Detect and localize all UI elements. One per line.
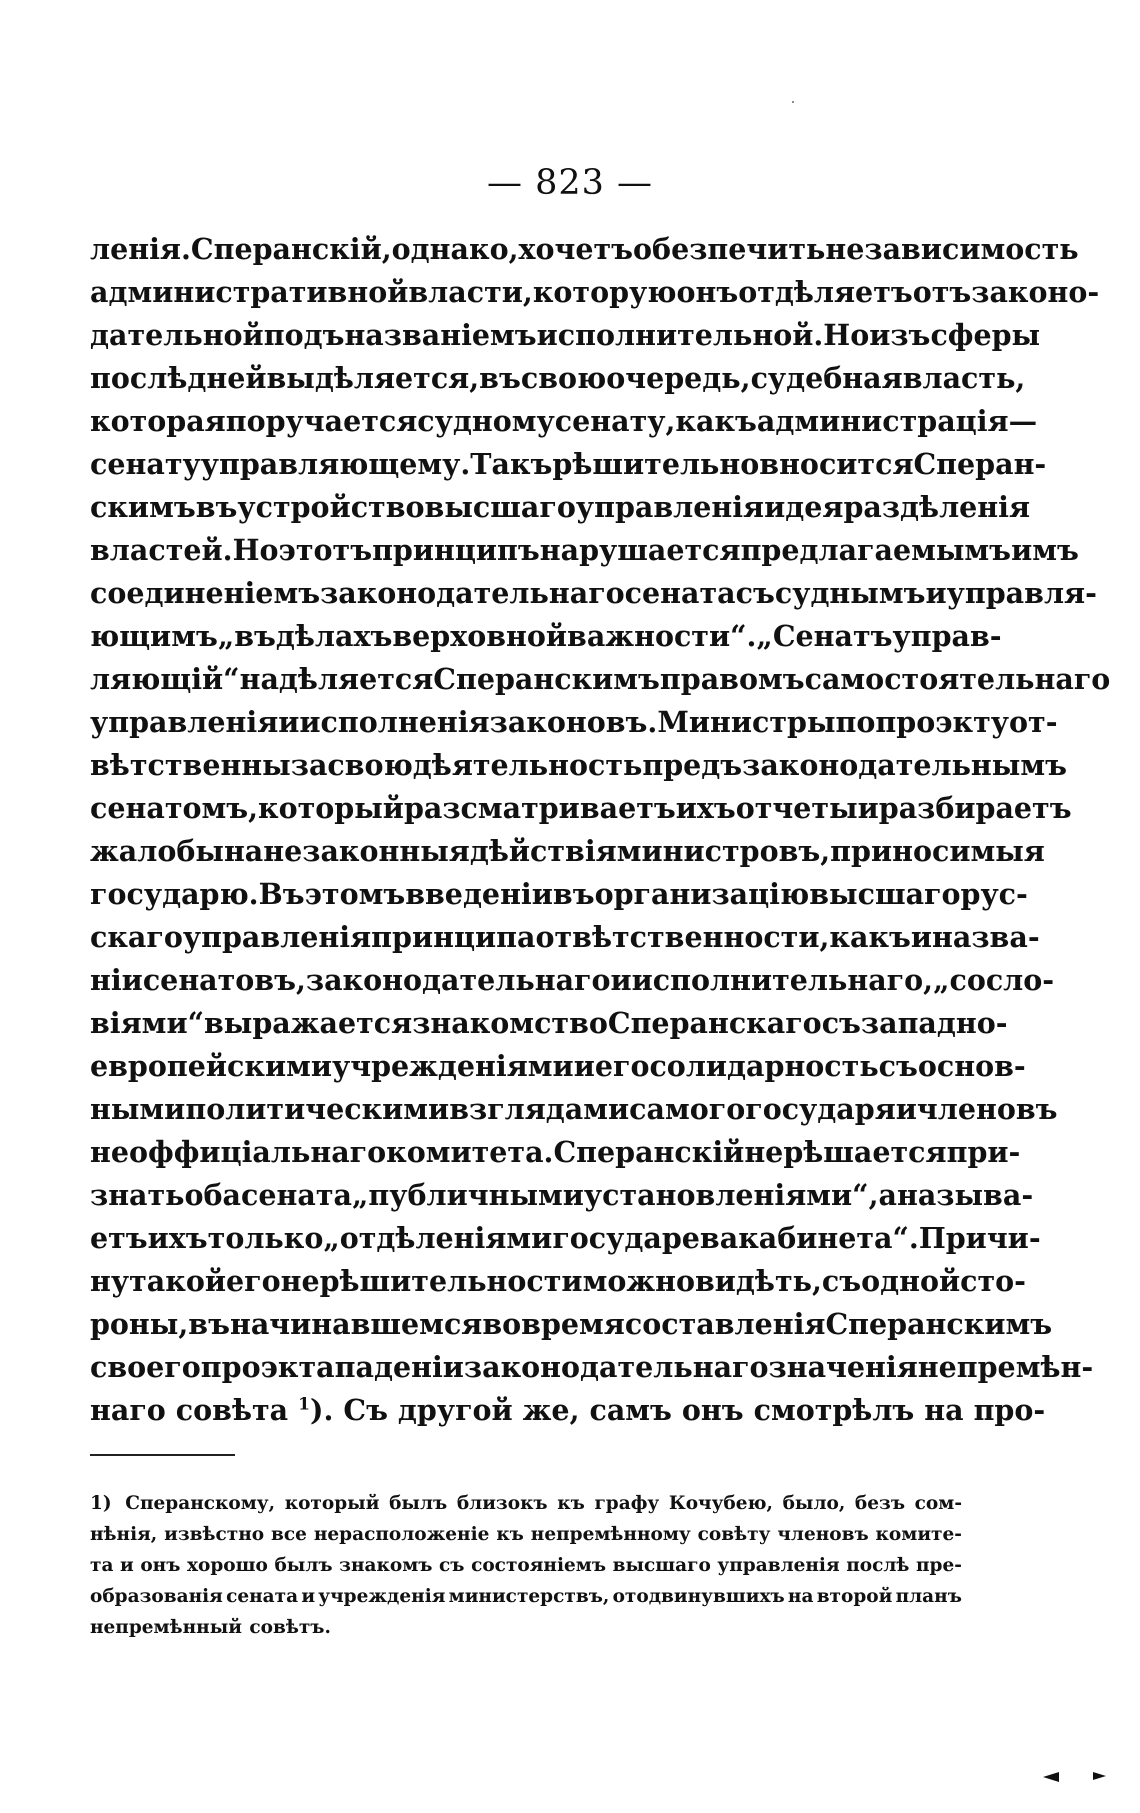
- footnote-word: и: [120, 1555, 134, 1576]
- footnote-line: [90, 1550, 962, 1581]
- word: правомъ: [659, 662, 805, 696]
- word: установленіями“,: [583, 1178, 879, 1212]
- footnote-word: съ: [439, 1555, 465, 1576]
- footnotes: [90, 1488, 962, 1643]
- word: законодательнаго: [305, 963, 611, 997]
- word: управляющему.: [200, 447, 471, 481]
- word: политическими: [185, 1092, 450, 1126]
- word: значенія: [768, 1350, 918, 1384]
- word: властей.: [90, 533, 233, 567]
- word: хочетъ: [518, 232, 634, 266]
- word: составленія: [624, 1307, 826, 1341]
- word: государева: [552, 1221, 739, 1255]
- word: членовъ: [916, 1092, 1058, 1126]
- footnote-word: учрежденія: [318, 1586, 446, 1607]
- word: ляющій“: [90, 662, 240, 696]
- word: управ-: [892, 619, 1002, 653]
- footnote-word: все: [271, 1524, 307, 1545]
- word: Сперан-: [913, 447, 1047, 481]
- word: послѣдней: [90, 361, 267, 395]
- word: отдѣляетъ: [738, 275, 913, 309]
- word: изъ: [869, 318, 931, 352]
- word: нарушается: [539, 533, 741, 567]
- word: скаго: [90, 920, 183, 954]
- word: рѣшительно: [552, 447, 760, 481]
- word: Но: [232, 533, 279, 567]
- footnote-word: министерствъ,: [448, 1586, 610, 1607]
- word: Съ: [343, 1393, 388, 1427]
- footnote-word: Сперанскому,: [125, 1493, 276, 1514]
- word: соединеніемъ: [90, 576, 321, 610]
- word: сенатомъ,: [90, 791, 259, 825]
- word: онъ: [676, 275, 739, 309]
- body-line: [90, 873, 1028, 916]
- word: учрежденіями: [331, 1049, 574, 1083]
- word: сенату: [90, 447, 201, 481]
- word: Сперанскій: [553, 1135, 745, 1169]
- footnote-word: комите-: [875, 1524, 962, 1545]
- word: дѣлахъ: [275, 619, 393, 653]
- word: высшаго: [424, 490, 576, 524]
- body-line: [90, 959, 1055, 1002]
- word: съ: [821, 1006, 861, 1040]
- word: назва-: [932, 920, 1040, 954]
- body-line: [90, 1131, 1021, 1174]
- footnote-word: совѣту: [697, 1524, 771, 1545]
- word: віями“: [90, 1006, 204, 1040]
- word: и: [925, 576, 947, 610]
- footnote-word: пре-: [915, 1555, 962, 1576]
- word: дательной: [90, 318, 264, 352]
- word: власть,: [902, 361, 1026, 395]
- body-line: [90, 1045, 1026, 1088]
- footnote-word: Кочубею,: [668, 1493, 773, 1514]
- footnote-word: къ: [496, 1524, 524, 1545]
- footnote-word: безъ: [854, 1493, 906, 1514]
- word: идея: [764, 490, 844, 524]
- footnote-line: [90, 1612, 962, 1643]
- footnote-word: извѣстно: [164, 1524, 265, 1545]
- word: знать: [90, 1178, 185, 1212]
- footnote-word: образованія: [90, 1586, 223, 1607]
- word: одной: [861, 1264, 961, 1298]
- body-line: [90, 658, 1111, 701]
- word: законодательнымъ: [742, 748, 1067, 782]
- word: имъ: [1011, 533, 1079, 567]
- word: другой: [397, 1393, 513, 1427]
- footnote-word: членовъ: [777, 1524, 869, 1545]
- word: скимъ: [90, 490, 196, 524]
- word: верховной: [392, 619, 568, 653]
- footnote-word: былъ: [389, 1493, 448, 1514]
- body-line: [90, 744, 1067, 787]
- word: съ: [878, 1049, 918, 1083]
- footnote-reference: $^1$).: [298, 1393, 334, 1427]
- word: независимость: [825, 232, 1079, 266]
- footnote-word: знакомъ: [339, 1555, 433, 1576]
- footnote-word: непремѣнный: [90, 1617, 242, 1638]
- word: время: [521, 1307, 625, 1341]
- word: знакомство: [412, 1006, 608, 1040]
- word: Сперанскимъ: [825, 1307, 1053, 1341]
- word: въ: [552, 877, 595, 911]
- footnote-rule: [90, 1454, 235, 1456]
- word: только: [207, 1221, 324, 1255]
- word: и: [895, 1092, 917, 1126]
- word: поручается: [225, 404, 418, 438]
- word: судному: [417, 404, 555, 438]
- footnote-word: отодвинувшихъ: [612, 1586, 785, 1607]
- word: можно: [582, 1264, 695, 1298]
- word: сената: [241, 1178, 352, 1212]
- word: Министры: [657, 705, 836, 739]
- word: высшаго: [809, 877, 961, 911]
- footnote-word: второй: [816, 1586, 893, 1607]
- word: организацію: [594, 877, 810, 911]
- word: въ: [195, 490, 238, 524]
- word: сто-: [960, 1264, 1026, 1298]
- body-line: [90, 787, 1072, 830]
- footnote-word: хорошо: [187, 1555, 268, 1576]
- word: принципа: [371, 920, 536, 954]
- word: начинавшемся: [229, 1307, 483, 1341]
- word: однако,: [391, 232, 519, 266]
- page-number: — 823 —: [486, 163, 654, 203]
- word: такой: [129, 1264, 226, 1298]
- word: называ-: [896, 1178, 1034, 1212]
- corner-mark-right-icon: [1093, 1772, 1106, 1780]
- word: же,: [522, 1393, 580, 1427]
- word: подъ: [263, 318, 345, 352]
- word: на: [924, 1393, 964, 1427]
- word: роны,: [90, 1307, 189, 1341]
- word: государя: [745, 1092, 896, 1126]
- word: на: [223, 834, 264, 868]
- word: самостоятельнаго: [804, 662, 1111, 696]
- word: сенатовъ,: [142, 963, 306, 997]
- body-line: [90, 1174, 1034, 1217]
- word: и: [610, 963, 632, 997]
- word: дѣятельность: [412, 748, 643, 782]
- body-line: [90, 271, 1100, 314]
- word: судебная: [750, 361, 903, 395]
- footnote-word: совѣтъ.: [249, 1617, 331, 1638]
- word: и: [857, 791, 879, 825]
- footnote-word: графу: [594, 1493, 660, 1514]
- word: оба: [184, 1178, 242, 1212]
- word: ну: [90, 1264, 130, 1298]
- word: очередь,: [606, 361, 751, 395]
- body-line: [90, 1303, 1053, 1346]
- word: етъ: [90, 1221, 148, 1255]
- word: свою: [520, 361, 607, 395]
- footnote-word: и: [301, 1586, 316, 1607]
- word: какъ: [829, 920, 911, 954]
- word: свою: [327, 748, 413, 782]
- body-line: [90, 1260, 1026, 1303]
- word: принципъ: [372, 533, 540, 567]
- word: съ: [735, 576, 775, 610]
- word: законодательнаго: [320, 576, 625, 610]
- word: неоффиціальнаго: [90, 1135, 387, 1169]
- body-line: [90, 615, 1002, 658]
- footnote-word: который: [284, 1493, 380, 1514]
- footnote-word: близокъ: [456, 1493, 548, 1514]
- word: „въ: [217, 619, 276, 653]
- body-line: [90, 400, 1038, 443]
- word: по: [835, 705, 876, 739]
- word: суднымъ: [774, 576, 926, 610]
- word: администрація—: [756, 404, 1038, 438]
- word: онъ: [681, 1393, 744, 1427]
- word: ленія.: [90, 232, 191, 266]
- body-line: [90, 357, 1026, 400]
- word: самъ: [589, 1393, 672, 1427]
- word: ющимъ: [90, 619, 218, 653]
- word: кабинета“.: [738, 1221, 919, 1255]
- footnote-word: было,: [782, 1493, 846, 1514]
- word: Сперанскій,: [190, 232, 392, 266]
- word: административной: [90, 275, 409, 309]
- word: вѣтственны: [90, 748, 291, 782]
- word: законодательнаго: [463, 1350, 769, 1384]
- word: Въ: [258, 877, 305, 911]
- word: „Сенатъ: [756, 619, 893, 653]
- word: основ-: [917, 1049, 1026, 1083]
- word: комитета.: [386, 1135, 554, 1169]
- footnote-word: къ: [557, 1493, 585, 1514]
- word: надѣляется: [239, 662, 434, 696]
- corner-mark-left-icon: [1043, 1772, 1059, 1782]
- word: исполненія: [299, 705, 490, 739]
- word: западно-: [860, 1006, 1008, 1040]
- footnote-word: высшаго: [612, 1555, 711, 1576]
- word: обезпечить: [633, 232, 826, 266]
- word: отъ: [912, 275, 972, 309]
- body-line: [90, 529, 1079, 572]
- word: проэкта: [200, 1350, 335, 1384]
- word: дѣйствія: [469, 834, 617, 868]
- footnote-word: та: [90, 1555, 114, 1576]
- footnote-word: сената: [226, 1586, 299, 1607]
- word: проэкту: [875, 705, 1010, 739]
- footnote-word: планъ: [895, 1586, 962, 1607]
- word: Сперанскаго: [607, 1006, 822, 1040]
- word: устройство: [237, 490, 425, 524]
- word: управленія: [575, 490, 765, 524]
- word: рѣшается: [783, 1135, 947, 1169]
- word: которую: [532, 275, 677, 309]
- body-line: [90, 443, 1047, 486]
- word: незаконныя: [263, 834, 470, 868]
- word: этотъ: [278, 533, 373, 567]
- word: приносимыя: [830, 834, 1045, 868]
- word: сферы: [930, 318, 1041, 352]
- body-line: [90, 1002, 1008, 1045]
- footnote-word: сом-: [914, 1493, 962, 1514]
- word: Такъ: [470, 447, 553, 481]
- footnote-word: непремѣнному: [530, 1524, 691, 1545]
- word: раздѣленія: [843, 490, 1031, 524]
- word: „сосло-: [933, 963, 1055, 997]
- word: а: [878, 1178, 897, 1212]
- footnote-word: нерасположеніе: [313, 1524, 490, 1545]
- word: разсматриваетъ: [403, 791, 676, 825]
- word: названіемъ: [344, 318, 537, 352]
- word: въ: [479, 361, 521, 395]
- body-line: [90, 1217, 1041, 1260]
- word: совѣта: [175, 1393, 289, 1427]
- body-text: [90, 228, 1111, 1432]
- word: за: [290, 748, 328, 782]
- footnote-marker: 1): [90, 1493, 112, 1514]
- word: и: [278, 705, 300, 739]
- word: нерѣшительности: [280, 1264, 583, 1298]
- word: законо-: [971, 275, 1100, 309]
- word: ихъ: [147, 1221, 208, 1255]
- word: введеніи: [405, 877, 553, 911]
- word: исполнительной.: [536, 318, 824, 352]
- word: во: [482, 1307, 522, 1341]
- word: управленія: [90, 705, 279, 739]
- word: управля-: [946, 576, 1097, 610]
- word: его: [594, 1049, 650, 1083]
- word: про-: [973, 1393, 1046, 1427]
- word: ихъ: [675, 791, 736, 825]
- word: вносится: [759, 447, 914, 481]
- word: министровъ,: [616, 834, 831, 868]
- word: от-: [1009, 705, 1058, 739]
- word: который: [258, 791, 404, 825]
- footnote-word: состояніемъ: [471, 1555, 607, 1576]
- word: исполнительнаго,: [631, 963, 934, 997]
- word: „публичными: [351, 1178, 584, 1212]
- word: солидарность: [649, 1049, 879, 1083]
- footnote-line: [90, 1488, 962, 1519]
- word: ными: [90, 1092, 186, 1126]
- footnote-word: послѣ: [846, 1555, 910, 1576]
- body-line: [90, 1389, 1046, 1432]
- word: отчеты: [735, 791, 858, 825]
- footnote-word: управленія: [717, 1555, 840, 1576]
- body-line: [90, 1088, 1058, 1131]
- word: государю.: [90, 877, 259, 911]
- word: Но: [823, 318, 870, 352]
- word: власти,: [408, 275, 533, 309]
- footnote-word: на: [787, 1586, 814, 1607]
- footnote-word: онъ: [140, 1555, 181, 1576]
- footnote-line: [90, 1581, 962, 1612]
- word: наго: [90, 1393, 166, 1427]
- word: которая: [90, 404, 226, 438]
- word: смотрѣлъ: [753, 1393, 915, 1427]
- footnote-word: былъ: [274, 1555, 333, 1576]
- word: европейскими: [90, 1049, 332, 1083]
- word: „отдѣленіями: [323, 1221, 553, 1255]
- word: и: [910, 920, 933, 954]
- body-line: [90, 916, 1040, 959]
- word: отвѣтственности,: [535, 920, 830, 954]
- word: сената: [624, 576, 736, 610]
- word: въ: [188, 1307, 230, 1341]
- word: съ: [821, 1264, 862, 1298]
- word: какъ: [675, 404, 757, 438]
- word: самого: [629, 1092, 746, 1126]
- footnote-line: [90, 1519, 962, 1550]
- word: своего: [90, 1350, 201, 1384]
- word: сенату,: [554, 404, 676, 438]
- word: и: [573, 1049, 595, 1083]
- word: законовъ.: [489, 705, 658, 739]
- word: предлагаемымъ: [740, 533, 1012, 567]
- word: важности“.: [567, 619, 757, 653]
- body-line: [90, 314, 1041, 357]
- word: выдѣляется,: [266, 361, 480, 395]
- body-line: [90, 1346, 1094, 1389]
- word: его: [225, 1264, 281, 1298]
- scan-speck: [792, 101, 794, 103]
- body-line: [90, 701, 1058, 744]
- word: жалобы: [90, 834, 224, 868]
- word: Причи-: [918, 1221, 1041, 1255]
- word: выражается: [203, 1006, 413, 1040]
- body-line: [90, 228, 1079, 271]
- body-line: [90, 572, 1097, 615]
- word: Сперанскимъ: [433, 662, 660, 696]
- word: этомъ: [304, 877, 406, 911]
- body-line: [90, 486, 1031, 529]
- word: управленія: [182, 920, 372, 954]
- body-line: [90, 830, 1045, 873]
- footnote-word: нѣнія,: [90, 1524, 158, 1545]
- word: паденіи: [334, 1350, 464, 1384]
- word: не: [744, 1135, 784, 1169]
- word: предъ: [642, 748, 743, 782]
- word: при-: [946, 1135, 1021, 1169]
- word: видѣть,: [694, 1264, 822, 1298]
- word: взглядами: [449, 1092, 630, 1126]
- word: непремѣн-: [917, 1350, 1094, 1384]
- word: ніи: [90, 963, 143, 997]
- word: рус-: [960, 877, 1028, 911]
- word: разбираетъ: [878, 791, 1072, 825]
